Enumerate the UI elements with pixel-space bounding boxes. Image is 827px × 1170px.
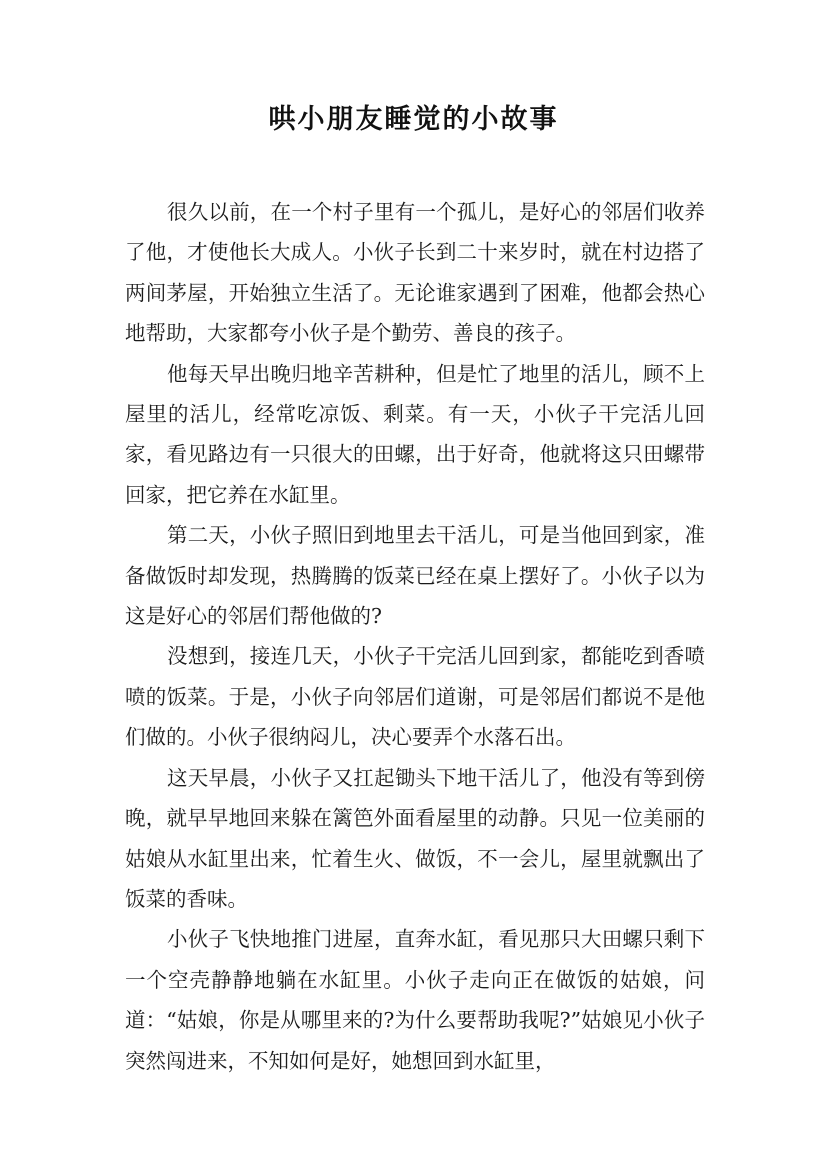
page-title: 哄小朋友睡觉的小故事 [268,104,559,135]
paragraph: 没想到，接连几天，小伙子干完活儿回到家，都能吃到香喷喷的饭菜。于是，小伙子向邻居们道谢，可是邻居们都说不是他们做的。小伙子很纳闷儿，决心要弄个水落石出。 [125,644,705,750]
paragraph: 他每天早出晚归地辛苦耕种，但是忙了地里的活儿，顾不上屋里的活儿，经常吃凉饭、剩菜。有一天，小伙子干完活儿回家，看见路边有一只很大的田螺，出于好奇，他就将这只田螺带回家，把它养在水缸里。 [125,361,705,507]
story-body [125,192,705,1081]
paragraph: 很久以前，在一个村子里有一个孤儿，是好心的邻居们收养了他，才使他长大成人。小伙子长到二十来岁时，就在村边搭了两间茅屋，开始独立生活了。无论谁家遇到了困难，他都会热心地帮助，大家都夸小伙子是个勤劳、善良的孩子。 [125,200,705,346]
paragraph: 小伙子飞快地推门进屋，直奔水缸，看见那只大田螺只剩下一个空壳静静地躺在水缸里。小伙子走向正在做饭的姑娘，问道：“姑娘，你是从哪里来的?为什么要帮助我呢?”姑娘见小伙子突然闯进来，不知如何是好，她想回到水缸里， [125,927,705,1073]
paragraph: 这天早晨，小伙子又扛起锄头下地干活儿了，他没有等到傍晚，就早早地回来躲在篱笆外面看屋里的动静。只见一位美丽的姑娘从水缸里出来，忙着生火、做饭，不一会儿，屋里就飘出了饭菜的香味。 [125,765,705,911]
paragraph: 第二天，小伙子照旧到地里去干活儿，可是当他回到家，准备做饭时却发现，热腾腾的饭菜已经在桌上摆好了。小伙子以为这是好心的邻居们帮他做的? [125,523,705,629]
